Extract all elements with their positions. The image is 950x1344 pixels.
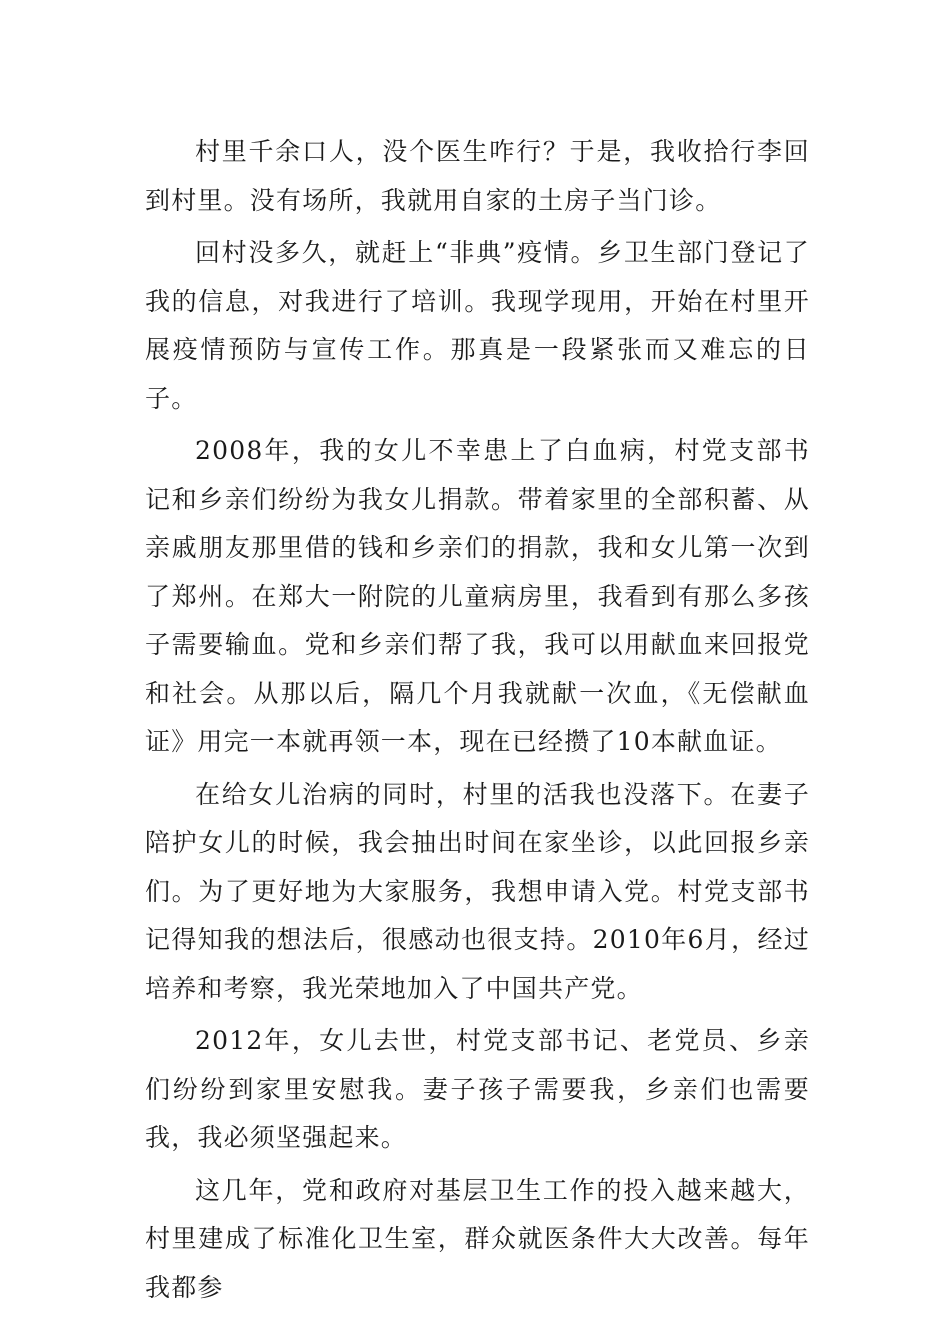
paragraph-4: 在给女儿治病的同时，村里的活我也没落下。在妻子陪护女儿的时候，我会抽出时间在家坐诊，以此回报乡亲们。为了更好地为大家服务，我想申请入党。村党支部书记得知我的想法后，很感动也很支持。2010年6月，经过培养和考察，我光荣地加入了中国共产党。 <box>145 779 810 1003</box>
paragraph-1: 村里千余口人，没个医生咋行？于是，我收拾行李回到村里。没有场所，我就用自家的土房子当门诊。 <box>145 137 810 215</box>
paragraph-3: 2008年，我的女儿不幸患上了白血病，村党支部书记和乡亲们纷纷为我女儿捐款。带着家里的全部积蓄、从亲戚朋友那里借的钱和乡亲们的捐款，我和女儿第一次到了郑州。在郑大一附院的儿童病房里，我看到有那么多孩子需要输血。党和乡亲们帮了我，我可以用献血来回报党和社会。从那以后，隔几个月我就献一次血，《无偿献血证》用完一本就再领一本，现在已经攒了10本献血证。 <box>145 436 810 756</box>
paragraph-5: 2012年，女儿去世，村党支部书记、老党员、乡亲们纷纷到家里安慰我。妻子孩子需要我，乡亲们也需要我，我必须坚强起来。 <box>145 1026 810 1152</box>
document-body <box>145 128 810 1316</box>
paragraph-6: 这几年，党和政府对基层卫生工作的投入越来越大，村里建成了标准化卫生室，群众就医条件大大改善。每年我都参 <box>145 1175 810 1302</box>
paragraph-2: 回村没多久，就赶上“非典”疫情。乡卫生部门登记了我的信息，对我进行了培训。我现学现用，开始在村里开展疫情预防与宣传工作。那真是一段紧张而又难忘的日子。 <box>145 238 810 413</box>
